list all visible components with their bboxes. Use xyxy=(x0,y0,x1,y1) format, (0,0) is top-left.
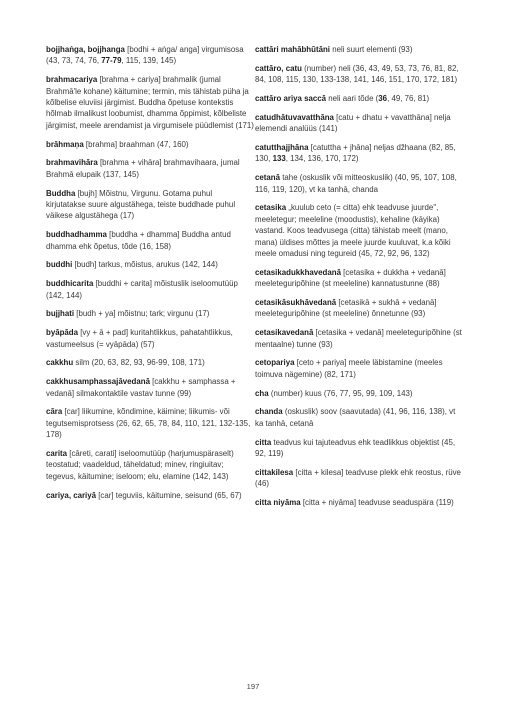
entry-headword: cittakilesa xyxy=(255,467,294,477)
entry-headword: catudhātuvavatthāna xyxy=(255,112,334,122)
entry-definition: [catuttha + jhāna] neljas džhaana (82, 85, 130, xyxy=(255,143,456,164)
entry-headword: carita xyxy=(46,449,68,459)
entry-definition: , 49, 76, 81) xyxy=(387,94,430,103)
entry-definition: [cetasika + dukkha + vedanā] meeleteguripõhine (st meeleline) kannatustunne (88) xyxy=(255,267,446,289)
entry-headword: cetanā xyxy=(255,173,281,183)
glossary-entry xyxy=(255,202,463,259)
glossary-entry xyxy=(46,308,254,319)
glossary-entry xyxy=(255,327,463,350)
entry-definition: [cetasikā + sukhā + vedanā] meeleteguripõhine (st meeleline) õnnetunne (93) xyxy=(255,298,437,319)
entry-definition: [car] teguviis, käitumine, seisund (65, 67) xyxy=(98,490,242,500)
entry-headword: citta niyāma xyxy=(255,498,301,508)
glossary-entry xyxy=(255,44,463,55)
glossary-entry xyxy=(255,467,463,490)
entry-definition: [brahma + cariya] brahmalik (jumal Brahmā'le kohane) käitumine; termin, mis tähistab püha ja kõlbelise eluviisi järgimist. Buddha õpetuse kontekstis hõlmab ilmalikust loobumist, dhamma õppimist, kõlbeliste järgimist, meele arendamist ja virgumisele püüdlemist (171) xyxy=(46,75,254,130)
glossary-entry xyxy=(255,93,463,104)
entry-definition: (number) kuus (76, 77, 95, 99, 109, 143) xyxy=(270,388,413,398)
entry-headword: buddhadhamma xyxy=(46,230,107,240)
glossary-entry xyxy=(46,490,254,501)
glossary-entry xyxy=(46,376,254,399)
entry-headword: buddhicarita xyxy=(46,279,94,289)
entry-definition: [citta + niyāma] teadvuse seaduspära (119) xyxy=(302,498,454,508)
right-column xyxy=(255,44,463,516)
entry-definition: [budh] tarkus, mõistus, arukus (142, 144) xyxy=(74,260,218,270)
entry-bold-reference: 77-79 xyxy=(101,56,122,66)
glossary-entry xyxy=(255,172,463,195)
entry-headword: cariya, cariyā xyxy=(46,490,97,500)
entry-definition: (oskuslik) soov (saavutada) (41, 96, 116, 138), vt ka tanhā, cetanā xyxy=(255,407,456,428)
entry-headword: brāhmaṇa xyxy=(46,139,84,149)
glossary-entry xyxy=(46,188,254,222)
entry-definition: [budh + ya] mõistnu; tark; virgunu (17) xyxy=(76,309,210,319)
entry-definition: [cetasika + vedanā] meeleteguripõhine (st mentaalne) tunne (93) xyxy=(255,328,462,349)
glossary-entry xyxy=(46,259,254,270)
entry-definition: [ceto + pariya] meele läbistamine (meeles toimuva nägemine) (82, 171) xyxy=(255,358,443,379)
glossary-entry xyxy=(255,388,463,399)
entry-headword: chanda xyxy=(255,407,283,417)
entry-headword: brahmacariya xyxy=(46,75,98,85)
entry-bold-reference: 36 xyxy=(378,94,388,103)
glossary-entry xyxy=(255,497,463,508)
entry-headword: catutthajjhāna xyxy=(255,143,309,152)
entry-definition: [car] liikumine, kõndimine, käimine; liikumis- või tegutsemisprotsess (26, 62, 65, 78, 84, 110, 121, 132-135, 178) xyxy=(46,407,251,440)
entry-definition: (number) neli (36, 43, 49, 53, 73, 76, 81, 82, 84, 108, 115, 130, 133-138, 141, 146, 151, 170, 172, 181) xyxy=(255,63,459,85)
entry-definition: tahe (oskuslik või mitteoskuslik) (40, 95, 107, 108, 116, 119, 120), vt ka tanhā, chanda xyxy=(255,173,457,194)
entry-headword: cakkhu xyxy=(46,358,74,368)
entry-headword: Buddha xyxy=(46,188,76,198)
entry-definition: [citta + kilesa] teadvuse plekk ehk reostus, rüve (46) xyxy=(255,467,461,489)
glossary-entry xyxy=(46,448,254,482)
glossary-entry xyxy=(46,157,254,180)
entry-definition: neli aari tõde ( xyxy=(328,94,379,103)
glossary-entry xyxy=(46,74,254,131)
glossary-entry xyxy=(255,142,463,165)
entry-definition: [bodhi + aṅga/ anga] virgumisosa (43, 73, 74, 76, xyxy=(46,45,244,66)
glossary-entry xyxy=(255,63,463,86)
glossary-entry xyxy=(255,112,463,135)
left-column xyxy=(46,44,254,508)
entry-headword: brahmavihāra xyxy=(46,158,98,168)
entry-definition: [cakkhu + samphassa + vedanā] silmakontaktile vastav tunne (99) xyxy=(46,377,236,398)
glossary-entry xyxy=(255,437,463,460)
glossary-entry xyxy=(46,229,254,252)
glossary-entry xyxy=(46,278,254,301)
entry-definition: , 115, 139, 145) xyxy=(121,56,177,66)
entry-definition: [brahma] braahman (47, 160) xyxy=(85,139,189,149)
entry-headword: cattāri mahābhūtāni xyxy=(255,45,330,54)
entry-definition: [buddha + dhamma] Buddha antud dhamma ehk õpetus, tõde (16, 158) xyxy=(46,230,231,251)
entry-bold-reference: 133 xyxy=(272,154,286,164)
glossary-entry xyxy=(46,44,254,67)
entry-definition: [catu + dhatu + vavatthāna] nelja elemendi analüüs (141) xyxy=(255,112,451,134)
entry-headword: byāpāda xyxy=(46,328,79,338)
glossary-entry xyxy=(255,406,463,429)
entry-headword: buddhi xyxy=(46,260,73,270)
glossary-entry xyxy=(255,267,463,290)
glossary-entry xyxy=(255,357,463,380)
glossary-entry xyxy=(46,357,254,368)
entry-definition: , 134, 136, 170, 172) xyxy=(285,154,359,164)
entry-headword: bojjhaṅga, bojjhanga xyxy=(46,45,125,54)
glossary-entry xyxy=(255,297,463,320)
entry-headword: cha xyxy=(255,388,269,398)
entry-definition: [cāreti, carati] iseloomutüüp (harjumuspäraselt) teostatud; vaadeldud, täheldatud; minev, ringiuitav; tegevus, käitumine; iseloom; elu, elamine (142, 143) xyxy=(46,449,234,481)
entry-headword: cetopariya xyxy=(255,358,295,368)
entry-headword: cetasikāsukhāvedanā xyxy=(255,298,337,308)
entry-headword: bujjhati xyxy=(46,309,75,319)
entry-definition: teadvus kui tajuteadvus ehk teadlikkus objektist (45, 92, 119) xyxy=(255,437,456,459)
glossary-entry xyxy=(46,139,254,150)
entry-definition: neli suurt elementi (93) xyxy=(332,45,413,54)
entry-definition: [bujh] Mõistnu, Virgunu. Gotama puhul kirjutatakse suure algustähega, teiste buddhade puhul väikese algustähega (17) xyxy=(46,188,236,221)
entry-headword: cakkhusamphassajāvedanā xyxy=(46,377,150,387)
entry-headword: cattāro, catu xyxy=(255,63,302,73)
glossary-entry xyxy=(46,327,254,350)
page-number: 197 xyxy=(246,682,260,691)
entry-headword: cetasikavedanā xyxy=(255,328,314,338)
entry-definition: silm (20, 63, 82, 93, 96-99, 108, 171) xyxy=(75,358,205,368)
entry-headword: cetasikadukkhavedanā xyxy=(255,267,341,277)
entry-headword: cattāro ariya saccā xyxy=(255,94,327,103)
entry-headword: cetasika xyxy=(255,203,287,213)
entry-headword: cāra xyxy=(46,407,63,417)
entry-definition: [brahma + vihāra] brahmavihaara, jumal Brahmā elupaik (137, 145) xyxy=(46,158,240,179)
entry-definition: [vy + ā + pad] kuritahtlikkus, pahatahtlikkus, vastumeelsus (= vyāpāda) (57) xyxy=(46,328,233,349)
entry-definition: „kuulub ceto (= citta) ehk teadvuse juurde", meeletegur; meeleline (moodustis), kehaline (kāyika) vastand. Koos teadvusega (citta) tähistab meelt (mano, mana) üldises mõttes ja meele juurde kuuluvat, k.a kõiki meele omadusi ning tegureid (45, 72, 92, 96, 132) xyxy=(255,203,451,259)
glossary-entry xyxy=(46,406,254,440)
entry-headword: citta xyxy=(255,437,272,447)
entry-definition: [buddhi + carita] mõistuslik iseloomutüüp (142, 144) xyxy=(46,279,238,300)
